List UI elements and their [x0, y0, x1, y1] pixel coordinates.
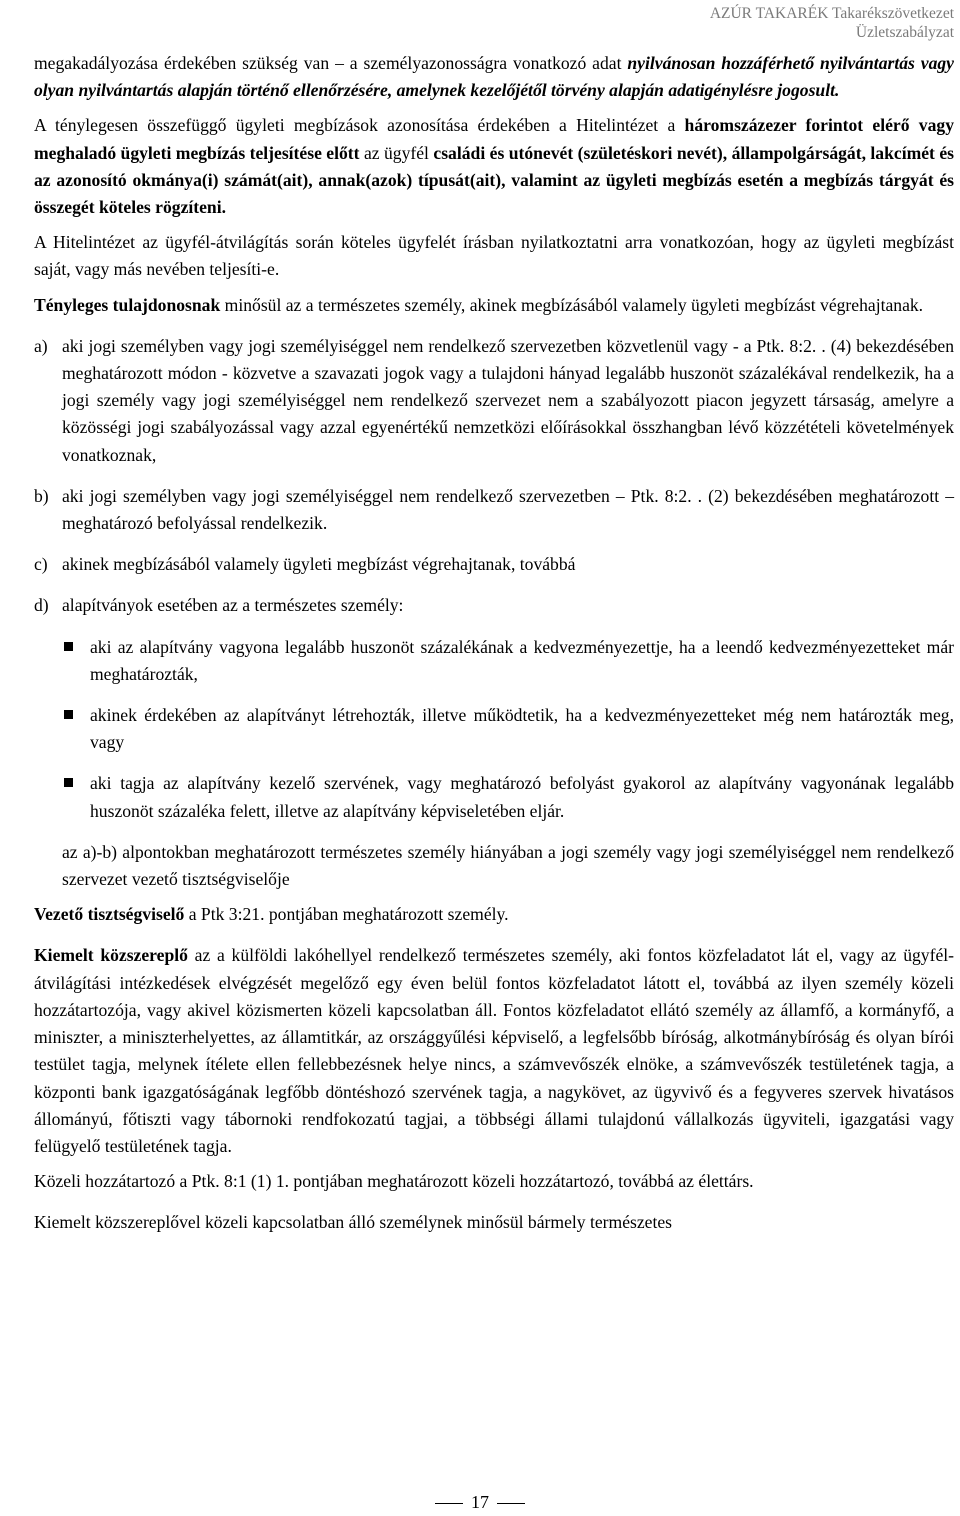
paragraph-transaction-identification	[34, 112, 954, 221]
bullet-text: akinek érdekében az alapítványt létrehozták, illetve működtetik, ha a kedvezményezetteket még nem határozták meg, vagy	[90, 705, 954, 753]
list-item-text: aki jogi személyben vagy jogi személyiséggel nem rendelkező szervezetben közvetlenül vagy - a Ptk. 8:2. . (4) bekezdésében meghatározott módon - közvetve a szavazati jogok vagy a tulajdoni hányad legalább huszonöt százalékával rendelkezik, ha a jogi személy vagy jogi személyiséggel nem rendelkező szervezet nem a szabályozott piacon jegyzett társaság, amelyre a közösségi jogi szabályozással vagy azzal egyenértékű nemzetközi előírásokkal összhangban lévő közzétételi követelmények vonatkoznak,	[62, 335, 954, 465]
paragraph-text: az ügyfél	[359, 142, 434, 163]
bullet-item	[34, 702, 954, 756]
bullet-item	[34, 770, 954, 824]
header-organization: AZÚR TAKARÉK Takarékszövetkezet	[709, 5, 954, 22]
document-body	[34, 50, 954, 1237]
list-item-b	[34, 483, 954, 537]
paragraph-text: megakadályozása érdekében szükség van – a személyazonosságra vonatkozó adat	[34, 53, 628, 73]
paragraph-text: az a külföldi lakóhellyel rendelkező természetes személy, aki fontos közfeladatot lát el, vagy az ügyfél-átvilágítási intézkedések elvégzését megelőző egy éven belül fontos közfeladatot látott el, továbbá az ilyen személy közeli hozzátartozója, vagy akivel közismerten közeli kapcsolatban áll. Fontos közfeladatot ellátó személy az államfő, a kormányfő, a miniszter, a miniszterhelyettes, az államtitkár, az országgyűlési képviselő, a legfelsőbb bíróság, alkotmánybíróság és olyan bírói testület tagja, melynek ítélete ellen fellebbezésnek helye nincs, a számvevőszék elnöke, a számvevőszék testületének tagja, a központi bank igazgatóságának legfőbb döntéshozó szervének tagja, a nagykövet, az ügyvivő és a fegyveres szervek hivatásos állományú, főtiszti vagy tábornoki rendfokozatú tagjai, a többségi állami tulajdonú vállalkozás ügyviteli, igazgatási vagy felügyelő testületének tagja.	[34, 945, 954, 1156]
footer-dash-left	[435, 1503, 463, 1504]
bullet-text: aki tagja az alapítvány kezelő szervének, vagy meghatározó befolyást gyakorol az alapítvány vagyonának legalább huszonöt százaléka felett, illetve az alapítvány képviseletében eljár.	[90, 773, 954, 821]
page-footer	[0, 1492, 960, 1513]
paragraph-close-associate: Kiemelt közszereplővel közeli kapcsolatban álló személynek minősül bármely természetes	[34, 1212, 673, 1233]
list-item-text: akinek megbízásából valamely ügyleti megbízást végrehajtanak, továbbá	[62, 554, 576, 575]
square-bullet-icon	[64, 642, 73, 651]
list-item-d	[34, 592, 954, 619]
page-number: 17	[471, 1492, 489, 1512]
list-item-text: aki jogi személyben vagy jogi személyiséggel nem rendelkező szervezetben – Ptk. 8:2. . (2) bekezdésében meghatározott – meghatározó befolyással rendelkezik.	[62, 485, 954, 534]
square-bullet-icon	[64, 778, 73, 787]
defined-term: Kiemelt közszereplő	[34, 945, 188, 966]
footer-dash-right	[497, 1503, 525, 1504]
bullet-item	[34, 634, 954, 688]
list-item-label: c)	[34, 554, 48, 575]
header-document-title: Üzletszabályzat	[855, 24, 954, 41]
paragraph-continuation	[34, 50, 954, 104]
paragraph-executive-officer	[34, 901, 954, 928]
page-header	[710, 4, 954, 42]
paragraph-text: A ténylegesen összefüggő ügyleti megbízások azonosítása érdekében a Hitelintézet a	[34, 115, 685, 136]
paragraph-declaration: A Hitelintézet az ügyfél-átvilágítás során köteles ügyfelét írásban nyilatkoztatni arra vonatkozóan, hogy az ügyleti megbízást saját, vagy más nevében teljesíti-e.	[34, 232, 954, 280]
list-item-c	[34, 551, 954, 578]
list-item-text: alapítványok esetében az a természetes személy:	[62, 595, 404, 616]
list-item-a	[34, 333, 954, 469]
list-item-label: a)	[34, 335, 48, 356]
bullet-text: aki az alapítvány vagyona legalább huszonöt százalékának a kedvezményezettje, ha a leendő kedvezményezetteket már meghatározták,	[90, 636, 954, 684]
paragraph-text: a Ptk 3:21. pontjában meghatározott személy.	[184, 904, 509, 925]
paragraph-close-relative: Közeli hozzátartozó a Ptk. 8:1 (1) 1. pontjában meghatározott közeli hozzátartozó, továbbá az élettárs.	[34, 1171, 754, 1192]
defined-term: Vezető tisztségviselő	[34, 904, 185, 925]
list-item-label: b)	[34, 485, 49, 506]
list-item-label: d)	[34, 595, 49, 616]
emphasis-text: családi és utónevét (születéskori nevét), állampolgárságát, lakcímét és az azonosító okmánya(i) számát(ait), annak(azok) típusát(ait), valamint az ügyleti megbízás esetén a megbízás tárgyát és összegét köteles rögzíteni.	[34, 142, 954, 218]
paragraph-fallback-owner: az a)-b) alpontokban meghatározott természetes személy hiányában a jogi személy vagy jogi személyiséggel nem rendelkező szervezet vezető tisztségviselője	[62, 841, 954, 890]
emphasis-text: nyilvánosan hozzáférhető nyilvántartás vagy olyan nyilvántartás alapján történő ellenőrzésére, amelynek kezelőjétől törvény alapján adatigénylésre jogosult.	[34, 53, 954, 101]
square-bullet-icon	[64, 710, 73, 719]
defined-term: Tényleges tulajdonosnak	[34, 294, 221, 315]
paragraph-text: minősül az a természetes személy, akinek megbízásából valamely ügyleti megbízást végrehajtanak.	[220, 294, 924, 315]
paragraph-politically-exposed-person	[34, 942, 954, 1160]
emphasis-text: háromszázezer forintot elérő vagy meghaladó ügyleti megbízás teljesítése előtt	[34, 115, 954, 163]
paragraph-beneficial-owner-definition	[34, 292, 954, 319]
